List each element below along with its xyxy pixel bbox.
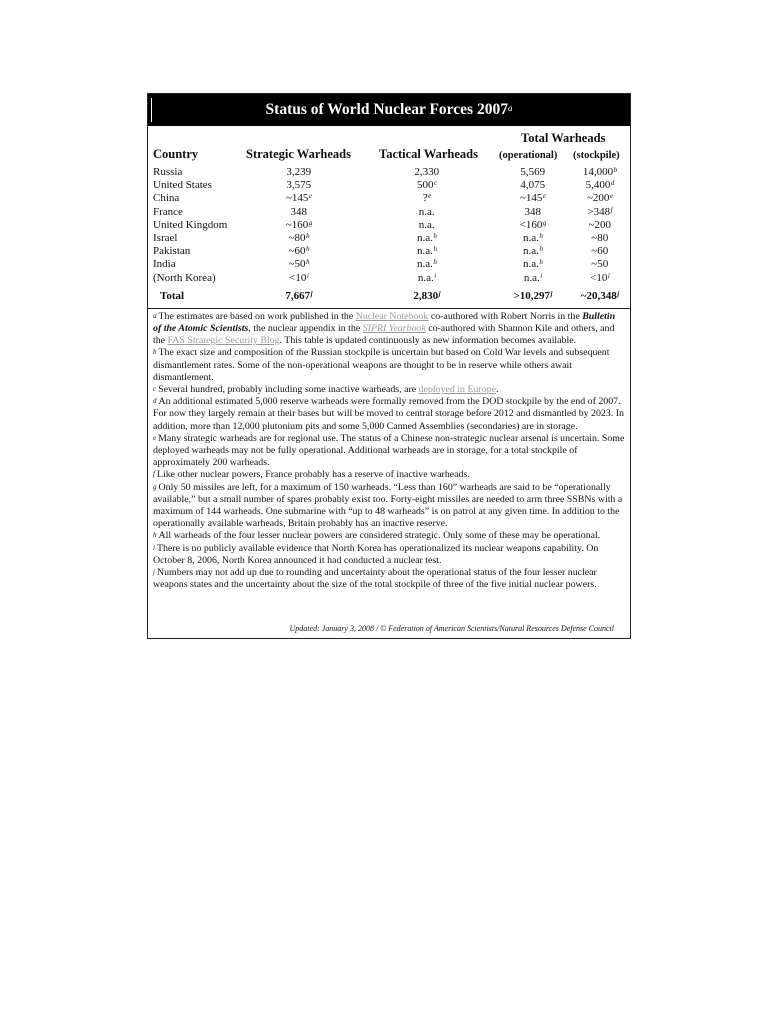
total-strategic: 7,667$^j$ — [285, 289, 313, 302]
footnote-f: $^f$ Like other nuclear powers, France probably has a reserve of inactive warheads. — [153, 469, 470, 481]
sipri-yearbook-link[interactable]: SIPRI Yearbook — [362, 322, 426, 334]
cell-tactical: n.a.$^h$ — [417, 245, 437, 258]
header-tactical: Tactical Warheads — [379, 147, 478, 161]
cell-tactical: n.a.$^h$ — [417, 231, 437, 244]
cell-operational: ~145e — [519, 192, 547, 205]
footnote-b: $^b$ The exact size and composition of the Russian stockpile is uncertain but based on Cold War levels and subsequent dismantlement rates. Some of the non-operational weapons are thought to be in reserve while others await dismantlement. — [153, 347, 610, 383]
cell-strategic: ~60$^h$ — [288, 245, 310, 258]
total-tactical: 2,830$^j$ — [413, 289, 441, 302]
cell-tactical: n.a. — [418, 218, 435, 231]
cell-operational: n.a.$^h$ — [523, 245, 543, 258]
table-header — [148, 126, 630, 166]
cell-country: Pakistan — [153, 245, 191, 258]
footnote-h: $^h$ All warheads of the four lesser nuclear powers are considered strategic. Only some of these may be operational. — [153, 530, 601, 542]
cell-strategic: ~50$^h$ — [288, 258, 310, 271]
header-stockpile: (stockpile) — [573, 150, 620, 161]
cell-stockpile: $<10^i$ — [590, 271, 610, 284]
cell-strategic: ~145e — [285, 192, 313, 205]
cell-stockpile: 5,400$^d$ — [585, 179, 615, 192]
cell-operational: 348 — [524, 205, 541, 218]
table-total-row — [148, 286, 630, 308]
cell-stockpile: ~50 — [591, 258, 609, 271]
footnote-d: $^d$ An additional estimated 5,000 reserve warheads were formally removed from the DOD stockpile by the end of 2007. For now they largely remain at their bases but will be moved to central storage before 2012 and dismantled by 2023. In addition, more than 12,000 plutonium pits and some 5,000 Canned Assemblies (secondaries) are in storage. — [153, 396, 624, 432]
cell-strategic: 3,575 — [286, 179, 312, 192]
cell-operational: n.a.$^h$ — [523, 258, 543, 271]
table-title-bar — [148, 94, 630, 126]
footnote-g: $^g$ Only 50 missiles are left, for a maximum of 150 warheads. “Less than 160” warheads are said to be “operationally available,” but a small number of spares probably exist too. Forty-eight missiles are needed to arm three SSBNs with a maximum of 144 warheads. One submarine with “up to 48 warheads” is on patrol at any given time. In addition to the operationally available warheads, Britain probably has an inactive reserve. — [153, 481, 623, 530]
nuclear-forces-table-card — [147, 93, 631, 639]
cell-tactical: ?$^e$ — [422, 192, 432, 205]
table-row — [148, 192, 630, 205]
cell-stockpile: ~60 — [591, 245, 609, 258]
header-operational: (operational) — [499, 150, 558, 161]
cell-country: Israel — [153, 231, 178, 244]
cell-stockpile: $>348^f$ — [587, 205, 613, 218]
cell-stockpile: ~200 — [588, 218, 611, 231]
cell-country: (North Korea) — [153, 271, 216, 284]
cell-tactical: n.a. — [418, 205, 435, 218]
cell-strategic: ~160$^g$ — [285, 218, 313, 231]
nuclear-notebook-link[interactable]: Nuclear Notebook — [355, 310, 429, 322]
header-total: Total Warheads — [521, 131, 606, 145]
cell-strategic: ~80$^h$ — [288, 231, 310, 244]
cell-operational: 4,075 — [520, 179, 546, 192]
footnote-i: $^i$ There is no publicly available evidence that North Korea has operationalized its nuclear weapons capability. On October 8, 2006, North Korea announced it had conducted a nuclear test. — [153, 542, 599, 566]
title-footnote-mark: a — [507, 103, 513, 113]
cell-stockpile: 14,000$^b$ — [582, 166, 618, 178]
footnote-e: $^e$ Many strategic warheads are for regional use. The status of a Chinese non-strategic nuclear arsenal is uncertain. Some deployed warheads may not be fully operational. Additional warheads are in storage, for a total stockpile of approximately 200 warheads. — [153, 432, 625, 469]
cell-country: Russia — [153, 166, 183, 178]
cell-operational: $<160^g$ — [519, 218, 547, 231]
total-stockpile: ~20,348$^j$ — [580, 289, 620, 302]
cell-country: France — [153, 205, 183, 218]
table-row — [148, 232, 630, 245]
cell-strategic: $<10^i$ — [289, 271, 309, 284]
table-body — [148, 166, 630, 308]
table-row — [148, 166, 630, 179]
footnotes — [148, 309, 630, 592]
cell-country: United Kingdom — [153, 218, 228, 231]
cell-country: China — [153, 192, 180, 205]
cell-operational: n.a.$^h$ — [523, 231, 543, 244]
cell-strategic: 348 — [290, 205, 307, 218]
table-row — [148, 272, 630, 285]
table-row — [148, 245, 630, 258]
deployed-in-europe-link[interactable]: deployed in Europe — [418, 383, 496, 395]
cell-tactical: n.a.$^i$ — [417, 271, 437, 284]
cell-tactical: 500$^c$ — [416, 179, 438, 192]
footnote-a: $^a$ The estimates are based on work published in the Nuclear Notebook co-authored with Robert Norris in the Bulletin of the Atomic Scientists, the nuclear appendix in the SIPRI Yearbook co-authored with Shannon Kile and others, and the FAS Strategic Security Blog. This table is updated continuously as new information becomes available. — [153, 310, 616, 347]
updated-footer: Updated: January 3, 2008 / © Federation of American Scientists/Natural Resources Defense Council — [289, 624, 614, 633]
header-strategic: Strategic Warheads — [246, 147, 351, 161]
total-operational: $>10,297^j$ — [513, 289, 553, 302]
cell-stockpile: ~200e — [586, 192, 614, 205]
footnote-c: $^c$ Several hundred, probably including some inactive warheads, are deployed in Europe. — [153, 383, 499, 395]
cell-operational: 5,569 — [520, 166, 546, 178]
cell-country: United States — [153, 179, 212, 192]
cell-tactical: 2,330 — [414, 166, 440, 178]
total-label: Total — [160, 289, 185, 302]
cell-country: India — [153, 258, 176, 271]
table-row — [148, 206, 630, 219]
table-row — [148, 179, 630, 192]
fas-blog-link[interactable]: FAS Strategic Security Blog — [167, 335, 280, 347]
table-title: Status of World Nuclear Forces 2007 — [265, 101, 508, 118]
cell-strategic: 3,239 — [286, 166, 312, 178]
header-country: Country — [153, 147, 199, 161]
cell-operational: n.a.$^i$ — [523, 271, 543, 284]
cell-tactical: n.a.$^h$ — [417, 258, 437, 271]
cell-stockpile: ~80 — [591, 231, 609, 244]
footnote-j: $^j$ Numbers may not add up due to rounding and uncertainty about the operational status of the four lesser nuclear weapons states and the uncertainty about the size of the total stockpile of three of the five initial nuclear powers. — [153, 566, 597, 591]
table-row — [148, 258, 630, 271]
table-row — [148, 219, 630, 232]
